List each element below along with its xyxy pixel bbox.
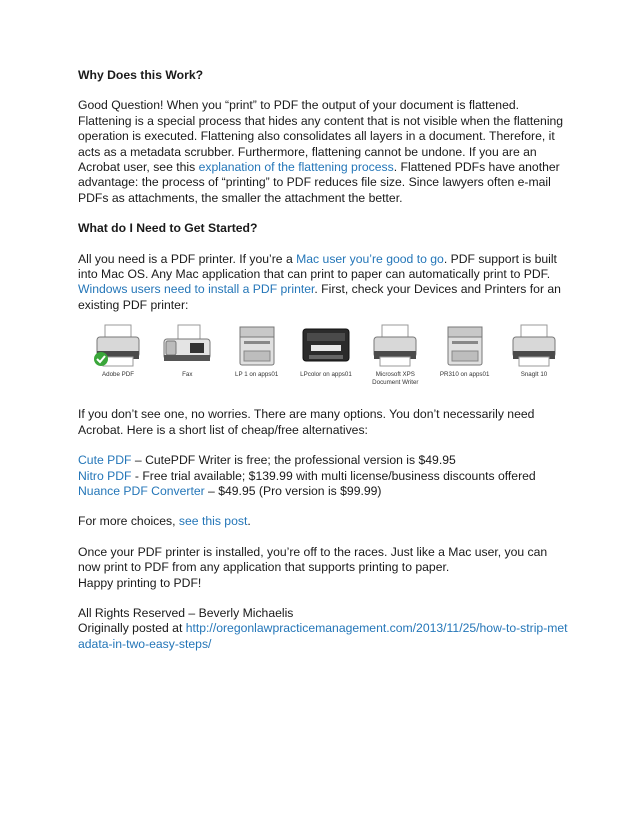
printers-image — [91, 321, 561, 407]
laser-printer-icon — [230, 321, 284, 369]
mac-user-link[interactable]: Mac user you’re good to go — [296, 251, 444, 266]
more-choices-text: For more choices, — [78, 514, 179, 529]
printer-label: Adobe PDF — [102, 371, 134, 379]
flattening-text-a: Good Question! When you “print” to PDF the output of your document is flattened. Flattening is a special process that hides any content that is not visible when the flattening operation is executed. Flattening also consolidates all layers in a document. Therefore, it acts as a metadata scrubber. Furthermore, flattening cannot be undone. If you are an Acrobat user, see this — [78, 98, 564, 175]
nitro-pdf-desc: - Free trial available; $139.99 with multi license/business discounts offered — [131, 468, 536, 483]
printer-text-3: . First, check your Devices and Printers for an existing PDF printer: — [78, 282, 561, 312]
flattening-paragraph — [78, 98, 568, 206]
printer-text-2: . PDF support is built into Mac OS. Any Mac application that can print to paper can automatically print to PDF. — [78, 251, 557, 282]
pdf-printer-paragraph — [78, 252, 568, 314]
more-choices-end: . — [247, 514, 251, 529]
printer-label: LP 1 on apps01 — [235, 371, 279, 379]
cute-pdf-desc: – CutePDF Writer is free; the professional version is $49.95 — [131, 453, 456, 468]
printer-label: Fax — [182, 371, 193, 379]
list-item — [78, 469, 568, 484]
happy-printing-text: Happy printing to PDF! — [78, 575, 202, 590]
color-printer-icon — [299, 321, 353, 369]
alternatives-intro: If you don’t see one, no worries. There are many options. You don’t necessarily need Acrobat. Here is a short list of cheap/free alternatives: — [78, 407, 535, 437]
printer-pr310 — [438, 321, 492, 407]
heading-why-does-this-work: Why Does this Work? — [78, 68, 204, 82]
original-post-paragraph — [78, 621, 568, 652]
document-body — [78, 68, 568, 652]
printer-adobe-pdf — [91, 321, 145, 407]
flattening-link[interactable]: explanation of the flattening process — [198, 160, 394, 175]
printer-label: SnagIt 10 — [520, 371, 548, 379]
printer-icon — [507, 321, 561, 369]
printer-label: LPcolor on apps01 — [300, 371, 352, 379]
originally-posted-text: Originally posted at — [78, 621, 186, 636]
original-post-link[interactable]: http://oregonlawpracticemanagement.com/2013/11/25/how-to-strip-metadata-in-two-easy-steps/ — [78, 621, 568, 651]
heading-get-started: What do I Need to Get Started? — [78, 221, 258, 236]
printer-icon — [368, 321, 422, 369]
printer-lpcolor — [299, 321, 353, 407]
windows-users-link[interactable]: Windows users need to install a PDF printer — [78, 282, 315, 297]
laser-printer-icon — [438, 321, 492, 369]
printer-lp1 — [230, 321, 284, 407]
printer-default-icon — [91, 321, 145, 369]
flattening-text-b: . Flattened PDFs have another advantage: the process of “printing” to PDF reduces file size. Since lawyers often e-mail PDFs as attachments, the smaller the attachment the better. — [78, 160, 560, 205]
printer-label: Microsoft XPS Document Writer — [372, 371, 419, 386]
rights-text: All Rights Reserved – Beverly Michaelis — [78, 605, 294, 620]
printer-text-1: All you need is a PDF printer. If you’re a — [78, 251, 297, 266]
printer-snagit — [507, 321, 561, 407]
alternatives-list — [78, 453, 568, 499]
see-this-post-link[interactable]: see this post — [178, 514, 248, 529]
fax-icon — [160, 321, 214, 369]
more-choices-paragraph — [78, 514, 568, 529]
printer-fax — [160, 321, 214, 407]
cute-pdf-link[interactable]: Cute PDF — [78, 453, 132, 468]
printer-xps — [368, 321, 422, 407]
nuance-pdf-link[interactable]: Nuance PDF Converter — [78, 483, 205, 498]
list-item — [78, 453, 568, 468]
list-item — [78, 484, 568, 499]
nuance-pdf-desc: – $49.95 (Pro version is $99.99) — [204, 483, 382, 498]
races-paragraph: Once your PDF printer is installed, you’re off to the races. Just like a Mac user, you can now print to PDF from any application that supports printing to paper. — [78, 544, 548, 575]
nitro-pdf-link[interactable]: Nitro PDF — [78, 468, 132, 483]
printer-label: PR310 on apps01 — [439, 371, 490, 379]
